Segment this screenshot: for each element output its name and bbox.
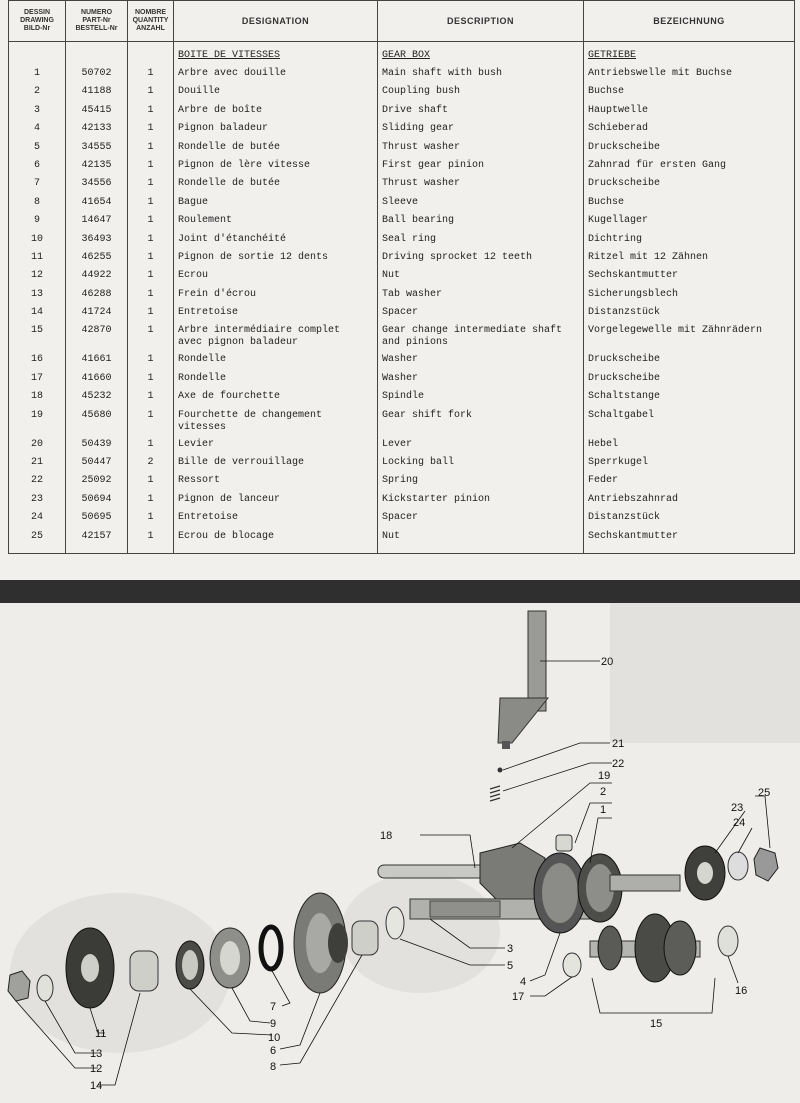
cell-quantity: 1 bbox=[128, 373, 174, 391]
header-part bbox=[66, 1, 128, 42]
label-17: 17 bbox=[512, 991, 525, 1003]
tab-washer-13 bbox=[37, 975, 53, 1001]
cell-drawing-number: 18 bbox=[9, 391, 66, 409]
table-row bbox=[9, 354, 795, 372]
table-row bbox=[9, 178, 795, 196]
sleeve-8 bbox=[352, 921, 378, 955]
ball-bearing bbox=[210, 928, 250, 988]
cell-designation: Arbre de boîte bbox=[174, 105, 378, 123]
cell-part-number: 34556 bbox=[66, 178, 128, 196]
cell-description: Kickstarter pinion bbox=[378, 494, 584, 512]
table-row bbox=[9, 531, 795, 554]
kickstarter-pinion bbox=[685, 846, 725, 900]
cell-drawing-number: 7 bbox=[9, 178, 66, 196]
cell-quantity: 1 bbox=[128, 289, 174, 307]
cell-drawing-number: 20 bbox=[9, 439, 66, 457]
cell-quantity: 1 bbox=[128, 252, 174, 270]
cell-drawing-number: 4 bbox=[9, 123, 66, 141]
cell-bezeichnung: Antriebswelle mit Buchse bbox=[584, 68, 795, 86]
label-11: 11 bbox=[95, 1028, 107, 1040]
cell-description: Sliding gear bbox=[378, 123, 584, 141]
cell-part-number: 46255 bbox=[66, 252, 128, 270]
nut-25 bbox=[754, 848, 778, 881]
cell-designation: Pignon de lère vitesse bbox=[174, 160, 378, 178]
header-drawing bbox=[9, 1, 66, 42]
section-title-de bbox=[584, 42, 795, 69]
cell-part-number: 46288 bbox=[66, 289, 128, 307]
cell-part-number: 41724 bbox=[66, 307, 128, 325]
cell-bezeichnung: Buchse bbox=[584, 197, 795, 215]
cell-drawing-number: 16 bbox=[9, 354, 66, 372]
cell-description: Main shaft with bush bbox=[378, 68, 584, 86]
table-row bbox=[9, 86, 795, 104]
label-13: 13 bbox=[90, 1048, 103, 1060]
cell-designation: Ecrou de blocage bbox=[174, 531, 378, 554]
cell-part-number: 41660 bbox=[66, 373, 128, 391]
cell-designation: Rondelle bbox=[174, 354, 378, 372]
header-part-en: PART-Nr bbox=[82, 17, 111, 24]
cell-drawing-number: 11 bbox=[9, 252, 66, 270]
table-row bbox=[9, 373, 795, 391]
label-23: 23 bbox=[731, 802, 744, 814]
cell-drawing-number: 17 bbox=[9, 373, 66, 391]
cell-bezeichnung: Feder bbox=[584, 475, 795, 493]
table-row bbox=[9, 289, 795, 307]
cell-drawing-number: 6 bbox=[9, 160, 66, 178]
cell-drawing-number: 3 bbox=[9, 105, 66, 123]
cell-quantity: 1 bbox=[128, 439, 174, 457]
cell-designation: Entretoise bbox=[174, 307, 378, 325]
first-gear-pinion bbox=[294, 893, 348, 993]
cell-designation: Douille bbox=[174, 86, 378, 104]
section-title-en bbox=[378, 42, 584, 69]
cell-drawing-number: 12 bbox=[9, 270, 66, 288]
cell-description: Spacer bbox=[378, 512, 584, 530]
cell-quantity: 1 bbox=[128, 68, 174, 86]
table-row bbox=[9, 160, 795, 178]
table-row bbox=[9, 475, 795, 493]
seal-ring-inner bbox=[182, 950, 198, 980]
header-bezeichnung: BEZEICHNUNG bbox=[584, 1, 795, 42]
cell-part-number: 42870 bbox=[66, 325, 128, 354]
section-en-text: GEAR BOX bbox=[382, 50, 431, 61]
cell-designation: Pignon de sortie 12 dents bbox=[174, 252, 378, 270]
header-designation: DESIGNATION bbox=[174, 1, 378, 42]
spring-part bbox=[490, 786, 500, 801]
cell-drawing-number: 22 bbox=[9, 475, 66, 493]
cell-drawing-number: 24 bbox=[9, 512, 66, 530]
cell-quantity: 1 bbox=[128, 494, 174, 512]
cell-designation: Ressort bbox=[174, 475, 378, 493]
cell-description: Locking ball bbox=[378, 457, 584, 475]
cell-bezeichnung: Druckscheibe bbox=[584, 178, 795, 196]
cell-designation: Levier bbox=[174, 439, 378, 457]
section-row bbox=[9, 42, 795, 69]
cell-drawing-number: 13 bbox=[9, 289, 66, 307]
header-description: DESCRIPTION bbox=[378, 1, 584, 42]
header-part-fr: NUMERO bbox=[80, 9, 113, 16]
cell-part-number: 50447 bbox=[66, 457, 128, 475]
cell-designation: Axe de fourchette bbox=[174, 391, 378, 409]
cell-designation: Bague bbox=[174, 197, 378, 215]
cell-designation: Bille de verrouillage bbox=[174, 457, 378, 475]
cell-part-number: 50702 bbox=[66, 68, 128, 86]
cell-quantity: 1 bbox=[128, 234, 174, 252]
cell-drawing-number: 1 bbox=[9, 68, 66, 86]
cell-designation: Joint d'étanchéité bbox=[174, 234, 378, 252]
locking-ball bbox=[498, 768, 503, 773]
cell-drawing-number: 10 bbox=[9, 234, 66, 252]
cell-bezeichnung: Distanzstück bbox=[584, 307, 795, 325]
cell-description: Nut bbox=[378, 270, 584, 288]
cell-part-number: 41188 bbox=[66, 86, 128, 104]
cell-bezeichnung: Buchse bbox=[584, 86, 795, 104]
cell-designation: Frein d'écrou bbox=[174, 289, 378, 307]
header-drawing-fr: DESSIN bbox=[23, 9, 51, 16]
cell-drawing-number: 21 bbox=[9, 457, 66, 475]
cell-quantity: 1 bbox=[128, 475, 174, 493]
cell-quantity: 1 bbox=[128, 160, 174, 178]
driving-sprocket bbox=[66, 928, 114, 1008]
spacer-24 bbox=[728, 852, 748, 880]
section-empty-1 bbox=[9, 42, 66, 69]
cell-description: First gear pinion bbox=[378, 160, 584, 178]
label-9: 9 bbox=[270, 1018, 277, 1030]
cell-part-number: 14647 bbox=[66, 215, 128, 233]
cell-bezeichnung: Sicherungsblech bbox=[584, 289, 795, 307]
cell-drawing-number: 5 bbox=[9, 142, 66, 160]
cell-bezeichnung: Zahnrad für ersten Gang bbox=[584, 160, 795, 178]
parts-table bbox=[8, 0, 795, 554]
cell-bezeichnung: Distanzstück bbox=[584, 512, 795, 530]
cell-part-number: 50694 bbox=[66, 494, 128, 512]
cell-bezeichnung: Druckscheibe bbox=[584, 142, 795, 160]
cell-designation: Ecrou bbox=[174, 270, 378, 288]
table-row bbox=[9, 391, 795, 409]
cell-bezeichnung: Ritzel mit 12 Zähnen bbox=[584, 252, 795, 270]
cell-part-number: 45415 bbox=[66, 105, 128, 123]
table-header-row bbox=[9, 1, 795, 42]
table-row bbox=[9, 270, 795, 288]
label-5: 5 bbox=[507, 960, 514, 972]
exploded-gearbox-diagram bbox=[0, 603, 800, 1103]
cell-designation: Rondelle de butée bbox=[174, 178, 378, 196]
table-row bbox=[9, 325, 795, 354]
cell-quantity: 1 bbox=[128, 391, 174, 409]
cell-drawing-number: 8 bbox=[9, 197, 66, 215]
cell-quantity: 1 bbox=[128, 178, 174, 196]
cell-part-number: 41661 bbox=[66, 354, 128, 372]
label-16: 16 bbox=[735, 985, 748, 997]
header-qty-de: ANZAHL bbox=[136, 25, 165, 32]
page-gap bbox=[0, 580, 800, 603]
cell-description: Coupling bush bbox=[378, 86, 584, 104]
cell-drawing-number: 25 bbox=[9, 531, 66, 554]
table-row bbox=[9, 234, 795, 252]
cell-bezeichnung: Schieberad bbox=[584, 123, 795, 141]
cell-quantity: 1 bbox=[128, 325, 174, 354]
background-ghost-shapes bbox=[10, 603, 800, 1053]
table-row bbox=[9, 410, 795, 439]
cell-designation: Pignon de lanceur bbox=[174, 494, 378, 512]
cell-description: Driving sprocket 12 teeth bbox=[378, 252, 584, 270]
table-row bbox=[9, 215, 795, 233]
cell-drawing-number: 9 bbox=[9, 215, 66, 233]
cell-drawing-number: 23 bbox=[9, 494, 66, 512]
table-row bbox=[9, 68, 795, 86]
table-row bbox=[9, 123, 795, 141]
cell-bezeichnung: Antriebszahnrad bbox=[584, 494, 795, 512]
washer-16 bbox=[718, 926, 738, 956]
table-row bbox=[9, 142, 795, 160]
cell-description: Spindle bbox=[378, 391, 584, 409]
label-3: 3 bbox=[507, 943, 514, 955]
label-19: 19 bbox=[598, 770, 611, 782]
table-row bbox=[9, 439, 795, 457]
cell-description: Gear shift fork bbox=[378, 410, 584, 439]
thrust-washer-7 bbox=[261, 927, 281, 969]
cell-bezeichnung: Druckscheibe bbox=[584, 373, 795, 391]
cell-quantity: 1 bbox=[128, 86, 174, 104]
cell-quantity: 1 bbox=[128, 197, 174, 215]
cell-part-number: 34555 bbox=[66, 142, 128, 160]
label-10: 10 bbox=[268, 1032, 281, 1044]
cell-part-number: 36493 bbox=[66, 234, 128, 252]
cell-bezeichnung: Schaltstange bbox=[584, 391, 795, 409]
cell-description: Washer bbox=[378, 373, 584, 391]
cell-quantity: 1 bbox=[128, 142, 174, 160]
cell-quantity: 1 bbox=[128, 512, 174, 530]
table-row bbox=[9, 105, 795, 123]
cell-description: Tab washer bbox=[378, 289, 584, 307]
table-row bbox=[9, 494, 795, 512]
section-title-fr bbox=[174, 42, 378, 69]
lever-part bbox=[498, 611, 548, 749]
cell-bezeichnung: Schaltgabel bbox=[584, 410, 795, 439]
cell-description: Washer bbox=[378, 354, 584, 372]
cell-designation: Arbre avec douille bbox=[174, 68, 378, 86]
header-qty-en: QUANTITY bbox=[132, 17, 169, 24]
table-row bbox=[9, 197, 795, 215]
label-1: 1 bbox=[600, 804, 607, 816]
label-18: 18 bbox=[380, 830, 393, 842]
cell-quantity: 1 bbox=[128, 270, 174, 288]
label-24: 24 bbox=[733, 817, 746, 829]
cell-bezeichnung: Sechskantmutter bbox=[584, 531, 795, 554]
cell-drawing-number: 19 bbox=[9, 410, 66, 439]
cell-description: Gear change intermediate shaft and pinions bbox=[378, 325, 584, 354]
cell-bezeichnung: Dichtring bbox=[584, 234, 795, 252]
label-2: 2 bbox=[600, 786, 607, 798]
label-4: 4 bbox=[520, 976, 527, 988]
thrust-washer-5 bbox=[386, 907, 404, 939]
cell-designation: Arbre intermédiaire complet avec pignon baladeur bbox=[174, 325, 378, 354]
label-7: 7 bbox=[270, 1001, 277, 1013]
cell-description: Nut bbox=[378, 531, 584, 554]
section-empty-3 bbox=[128, 42, 174, 69]
cell-quantity: 1 bbox=[128, 531, 174, 554]
intermediate-shaft bbox=[590, 914, 700, 982]
cell-part-number: 45232 bbox=[66, 391, 128, 409]
table-row bbox=[9, 457, 795, 475]
header-part-de: BESTELL-Nr bbox=[75, 25, 118, 32]
cell-description: Drive shaft bbox=[378, 105, 584, 123]
cell-quantity: 1 bbox=[128, 123, 174, 141]
washer-17 bbox=[563, 953, 581, 977]
header-drawing-de: BILD-Nr bbox=[23, 25, 51, 32]
cell-bezeichnung: Hebel bbox=[584, 439, 795, 457]
cell-bezeichnung: Vorgelegewelle mit Zähnrädern bbox=[584, 325, 795, 354]
cell-part-number: 42133 bbox=[66, 123, 128, 141]
cell-quantity: 1 bbox=[128, 215, 174, 233]
cell-part-number: 44922 bbox=[66, 270, 128, 288]
label-6: 6 bbox=[270, 1045, 277, 1057]
cell-description: Spring bbox=[378, 475, 584, 493]
cell-part-number: 50439 bbox=[66, 439, 128, 457]
section-fr-text: BOITE DE VITESSES bbox=[178, 50, 281, 61]
cell-description: Thrust washer bbox=[378, 142, 584, 160]
cell-part-number: 42135 bbox=[66, 160, 128, 178]
spacer-14 bbox=[130, 951, 158, 991]
cell-bezeichnung: Kugellager bbox=[584, 215, 795, 233]
cell-part-number: 45680 bbox=[66, 410, 128, 439]
cell-designation: Fourchette de changement vitesses bbox=[174, 410, 378, 439]
label-21: 21 bbox=[612, 738, 625, 750]
header-qty-fr: NOMBRE bbox=[134, 9, 167, 16]
cell-quantity: 2 bbox=[128, 457, 174, 475]
cell-part-number: 50695 bbox=[66, 512, 128, 530]
cell-bezeichnung: Druckscheibe bbox=[584, 354, 795, 372]
cell-designation: Rondelle de butée bbox=[174, 142, 378, 160]
label-12: 12 bbox=[90, 1063, 103, 1075]
cell-part-number: 41654 bbox=[66, 197, 128, 215]
cell-bezeichnung: Hauptwelle bbox=[584, 105, 795, 123]
cell-designation: Pignon baladeur bbox=[174, 123, 378, 141]
cell-quantity: 1 bbox=[128, 354, 174, 372]
cell-quantity: 1 bbox=[128, 105, 174, 123]
cell-drawing-number: 15 bbox=[9, 325, 66, 354]
label-8: 8 bbox=[270, 1061, 277, 1073]
cell-designation: Entretoise bbox=[174, 512, 378, 530]
cell-bezeichnung: Sechskantmutter bbox=[584, 270, 795, 288]
cell-quantity: 1 bbox=[128, 410, 174, 439]
cell-description: Sleeve bbox=[378, 197, 584, 215]
cell-bezeichnung: Sperrkugel bbox=[584, 457, 795, 475]
table-row bbox=[9, 512, 795, 530]
section-empty-2 bbox=[66, 42, 128, 69]
cell-description: Spacer bbox=[378, 307, 584, 325]
section-de-text: GETRIEBE bbox=[588, 50, 637, 61]
header-qty bbox=[128, 1, 174, 42]
cell-designation: Roulement bbox=[174, 215, 378, 233]
cell-description: Lever bbox=[378, 439, 584, 457]
label-25: 25 bbox=[758, 787, 771, 799]
label-20: 20 bbox=[601, 656, 614, 668]
cell-description: Thrust washer bbox=[378, 178, 584, 196]
label-22: 22 bbox=[612, 758, 625, 770]
label-15: 15 bbox=[650, 1018, 663, 1030]
cell-drawing-number: 2 bbox=[9, 86, 66, 104]
cell-description: Ball bearing bbox=[378, 215, 584, 233]
table-row bbox=[9, 252, 795, 270]
header-drawing-en: DRAWING bbox=[20, 17, 54, 24]
cell-part-number: 42157 bbox=[66, 531, 128, 554]
cell-quantity: 1 bbox=[128, 307, 174, 325]
cell-description: Seal ring bbox=[378, 234, 584, 252]
cell-part-number: 25092 bbox=[66, 475, 128, 493]
label-14: 14 bbox=[90, 1080, 103, 1092]
cell-designation: Rondelle bbox=[174, 373, 378, 391]
table-row bbox=[9, 307, 795, 325]
cell-drawing-number: 14 bbox=[9, 307, 66, 325]
